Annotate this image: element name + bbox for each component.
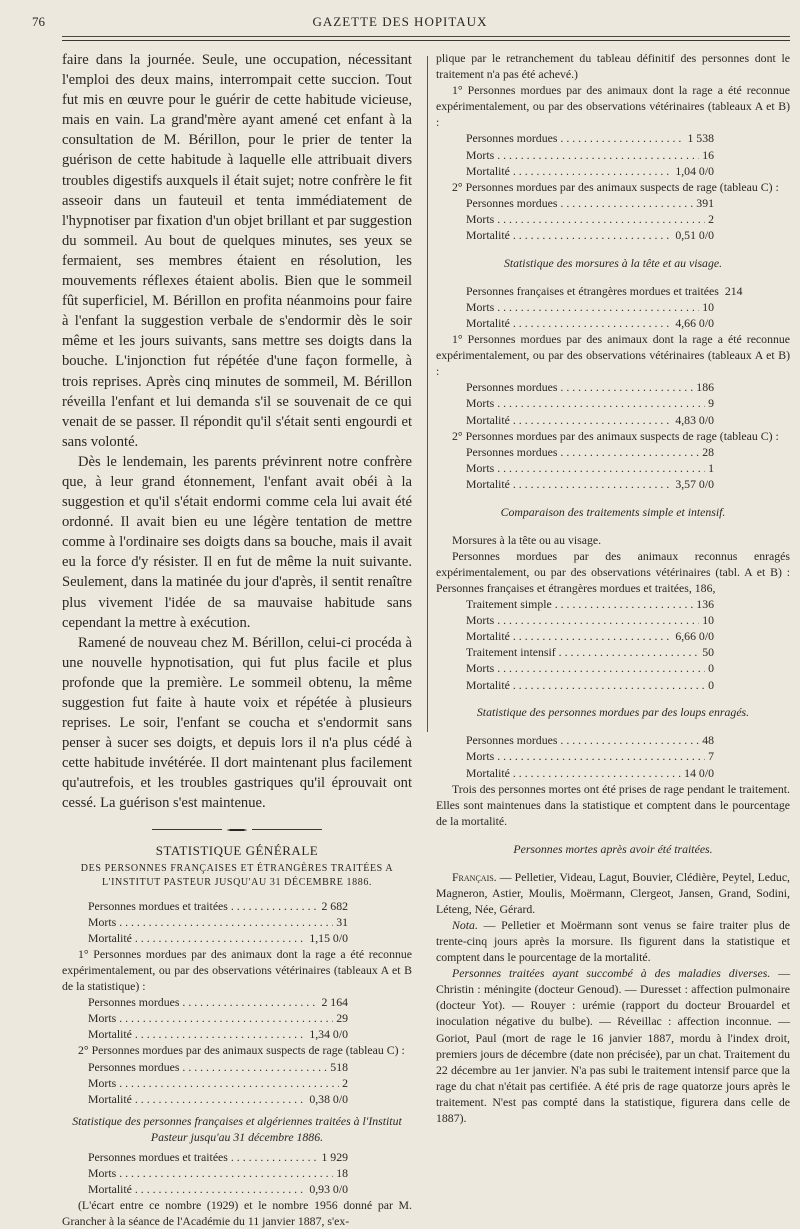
leader-dots bbox=[560, 444, 699, 460]
stat-label: Personnes mordues bbox=[466, 444, 558, 459]
statistics-title: STATISTIQUE GÉNÉRALE bbox=[155, 842, 319, 858]
stat-value: 9 bbox=[708, 396, 714, 411]
label-diverses: Personnes traitées ayant succombé à des maladies diverses. bbox=[452, 966, 771, 981]
label-francais: Français. bbox=[452, 869, 497, 884]
paragraph bbox=[436, 965, 790, 1126]
stat-value: 1,34 0/0 bbox=[309, 1027, 348, 1042]
stat-row bbox=[466, 765, 714, 781]
stat-value: 50 bbox=[702, 645, 714, 660]
leader-dots bbox=[513, 227, 672, 243]
stat-label: Morts bbox=[466, 299, 495, 314]
stat-value: 2 164 bbox=[321, 995, 348, 1010]
stat-label: Mortalité bbox=[466, 629, 510, 644]
stat-row bbox=[466, 628, 714, 644]
paragraph: Morsures à la tête ou au visage. bbox=[452, 532, 602, 547]
leader-dots bbox=[182, 1059, 327, 1075]
stat-value: 518 bbox=[330, 1059, 348, 1074]
paragraph bbox=[436, 917, 790, 965]
stat-value: 0,51 0/0 bbox=[675, 228, 714, 243]
stat-label: Morts bbox=[88, 1075, 117, 1090]
stat-value: 0,93 0/0 bbox=[309, 1182, 348, 1197]
stat-label: Personnes mordues bbox=[88, 995, 180, 1010]
stat-label: Personnes mordues bbox=[88, 1059, 180, 1074]
stat-row bbox=[466, 163, 714, 179]
paragraph: plique par le retranchement du tableau définitif des personnes dont le traitement n'a pas été achevé.) bbox=[436, 51, 790, 82]
stat-value: 29 bbox=[336, 1011, 348, 1026]
stat-value: 4,66 0/0 bbox=[675, 316, 714, 330]
stat-row bbox=[466, 660, 714, 676]
stat-table bbox=[466, 379, 714, 427]
stat-label: Personnes mordues bbox=[466, 733, 558, 748]
header-rule-double bbox=[62, 40, 790, 41]
stat-value: 10 bbox=[702, 613, 714, 628]
stat-label: Mortalité bbox=[88, 1091, 132, 1106]
stat-value: 0,38 0/0 bbox=[309, 1091, 348, 1106]
leader-dots bbox=[135, 930, 306, 946]
stat-label: Personnes mordues bbox=[466, 195, 558, 210]
leader-dots bbox=[497, 211, 705, 227]
note: 1° Personnes mordues par des animaux dont la rage a été reconnue expérimentalement, ou par des observations vétérinaires (tableaux A et B de la statistique) : bbox=[62, 946, 412, 994]
stat-table bbox=[466, 444, 714, 492]
stat-row bbox=[88, 1075, 348, 1091]
leader-dots bbox=[497, 395, 705, 411]
text-francais: — Pelletier, Videau, Lagut, Bouvier, Clédière, Peytel, Leduc, Magneron, Astier, Moulis, Moërmann, Clergeot, Jansen, Grand, Sodini, Léteng, Née, Gérard. bbox=[436, 869, 790, 916]
stat-row bbox=[466, 476, 714, 492]
stat-value: 31 bbox=[336, 914, 348, 929]
stat-value: 1 538 bbox=[687, 131, 714, 146]
stat-table bbox=[88, 994, 348, 1042]
stat-row bbox=[88, 1181, 348, 1197]
stat-row bbox=[466, 195, 714, 211]
note: 1° Personnes mordues par des animaux dont la rage a été reconnue expérimentalement, ou par des observations vétérinaires (tableaux A et B) : bbox=[436, 83, 790, 130]
stat-label: Traitement intensif bbox=[466, 645, 556, 660]
section-heading: Statistique des personnes mordues par des loups enragés. bbox=[476, 705, 750, 720]
stat-table bbox=[466, 732, 714, 780]
leader-dots bbox=[513, 765, 681, 781]
leader-dots bbox=[497, 748, 705, 764]
leader-dots bbox=[560, 379, 693, 395]
stat-row bbox=[466, 395, 714, 411]
stat-label: Morts bbox=[466, 396, 495, 411]
stat-table bbox=[466, 644, 714, 692]
note: 2° Personnes mordues par des animaux suspects de rage (tableau C) : bbox=[78, 1043, 405, 1058]
stat-value: 2 bbox=[708, 211, 714, 226]
stat-row bbox=[466, 227, 714, 243]
stat-row bbox=[466, 147, 714, 163]
leader-dots bbox=[119, 1165, 333, 1181]
note: 1° Personnes mordues par des animaux dont la rage a été reconnue expérimentalement, ou par des observations vétérinaires (tableaux A et B) : bbox=[436, 332, 790, 379]
stat-value: 136 bbox=[696, 597, 714, 612]
stat-value: 1 bbox=[708, 460, 714, 475]
stat-label: Morts bbox=[88, 1166, 117, 1181]
stat-value: 48 bbox=[702, 733, 714, 748]
stat-row bbox=[88, 914, 348, 930]
stat-row bbox=[466, 460, 714, 476]
stat-value: 1,15 0/0 bbox=[309, 930, 348, 945]
section-heading: Personnes mortes après avoir été traitées. bbox=[513, 841, 713, 856]
running-title: GAZETTE DES HOPITAUX bbox=[312, 14, 488, 29]
stat-value: 3,57 0/0 bbox=[675, 476, 714, 491]
stat-label: Personnes mordues bbox=[466, 380, 558, 395]
paragraph: Dès le lendemain, les parents prévinrent notre confrère que, à leur grand étonnement, l'enfant avait obéi à la suggestion et qu'il s'était endormi comme cela lui avait été ordonné. Il avait bien eu une légère tentation de mettre comme à l'ordinaire ses doigts dans sa bouche, mais il avait eu la force d'y résister. Il en fut de même la nuit suivante. Seulement, dans la matinée du jour d'après, il sentit renaître plus vivement l'idée de sa mauvaise habitude sans cependant la mettre à exécution. bbox=[62, 453, 412, 631]
stat-value: 186 bbox=[696, 380, 714, 395]
stat-label: Personnes françaises et étrangères mordues et traitées bbox=[466, 283, 719, 298]
stat-row bbox=[466, 211, 714, 227]
stat-row bbox=[466, 596, 714, 612]
leader-dots bbox=[513, 628, 672, 644]
stat-table bbox=[466, 283, 743, 331]
stat-value: 214 bbox=[724, 283, 743, 298]
stat-label: Mortalité bbox=[466, 163, 510, 178]
stat-label: Mortalité bbox=[466, 412, 510, 427]
stat-value: 14 0/0 bbox=[684, 765, 714, 780]
stat-row bbox=[466, 748, 714, 764]
stat-value: 0 bbox=[708, 677, 714, 692]
leader-dots bbox=[497, 660, 705, 676]
stat-label: Morts bbox=[466, 460, 495, 475]
stat-row bbox=[466, 299, 714, 315]
stat-table bbox=[466, 195, 714, 243]
leader-dots bbox=[513, 677, 705, 693]
paragraph bbox=[436, 869, 790, 917]
stat-row bbox=[466, 315, 714, 331]
leader-dots bbox=[513, 476, 672, 492]
leader-dots bbox=[497, 147, 699, 163]
stat-label: Personnes mordues bbox=[466, 131, 558, 146]
stat-row bbox=[466, 412, 714, 428]
leader-dots bbox=[231, 898, 319, 914]
stat-row bbox=[466, 644, 714, 660]
stat-label: Morts bbox=[88, 1011, 117, 1026]
stat-value: 0 bbox=[708, 661, 714, 676]
leader-dots bbox=[135, 1181, 306, 1197]
page-number: 76 bbox=[32, 14, 45, 29]
left-column bbox=[62, 50, 412, 1229]
stat-label: Traitement simple bbox=[466, 597, 552, 612]
stat-row bbox=[88, 898, 348, 914]
stat-row bbox=[88, 1026, 348, 1042]
stat-value: 16 bbox=[702, 147, 714, 162]
stat-label: Morts bbox=[88, 914, 117, 929]
leader-dots bbox=[119, 1075, 339, 1091]
stat-value: 10 bbox=[702, 299, 714, 314]
leader-dots bbox=[497, 460, 705, 476]
stat-value: 2 bbox=[342, 1075, 348, 1090]
leader-dots bbox=[513, 412, 672, 428]
stat-label: Mortalité bbox=[466, 677, 510, 692]
stat-row bbox=[466, 677, 714, 693]
stat-row bbox=[466, 283, 743, 299]
leader-dots bbox=[182, 994, 318, 1010]
leader-dots bbox=[119, 914, 333, 930]
stat-table bbox=[466, 596, 714, 644]
stat-row bbox=[88, 1091, 348, 1107]
stat-label: Morts bbox=[466, 749, 495, 764]
stat-row bbox=[466, 130, 714, 146]
section-heading: Statistique des morsures à la tête et au visage. bbox=[503, 255, 723, 270]
stat-row bbox=[466, 379, 714, 395]
stat-label: Morts bbox=[466, 661, 495, 676]
stat-table bbox=[88, 898, 348, 946]
header-rule bbox=[62, 36, 790, 37]
stat-table bbox=[466, 130, 714, 178]
stat-label: Personnes mordues et traitées bbox=[88, 1149, 228, 1164]
right-column bbox=[436, 50, 790, 1126]
leader-dots bbox=[513, 163, 672, 179]
stat-row bbox=[88, 1010, 348, 1026]
stat-value: 1,04 0/0 bbox=[675, 163, 714, 178]
section-heading: Statistique des personnes françaises et algériennes traitées à l'Institut Pasteur jusqu'au 31 décembre 1886. bbox=[72, 1113, 402, 1144]
stat-row bbox=[466, 612, 714, 628]
stat-row bbox=[88, 1165, 348, 1181]
paragraph: Personnes mordues par des animaux reconnus enragés expérimentalement, ou par des observations vétérinaires (tabl. A et B) : Personnes françaises et étrangères mordues et traitées, 186, bbox=[436, 548, 790, 595]
stat-row bbox=[88, 1059, 348, 1075]
stat-row bbox=[88, 1149, 348, 1165]
stat-label: Mortalité bbox=[88, 1027, 132, 1042]
column-divider bbox=[427, 56, 428, 732]
leader-dots bbox=[560, 195, 693, 211]
stat-label: Mortalité bbox=[88, 930, 132, 945]
leader-dots bbox=[135, 1091, 306, 1107]
label-nota: Nota. bbox=[452, 917, 478, 932]
leader-dots bbox=[497, 299, 699, 315]
note: (L'écart entre ce nombre (1929) et le nombre 1956 donné par M. Grancher à la séance de l'Académie du 11 janvier 1887, s'ex- bbox=[62, 1198, 412, 1229]
paragraph: Ramené de nouveau chez M. Bérillon, celui-ci procéda à une nouvelle hypnotisation, qui fut plus facile et plus profonde que la première. Le sommeil obtenu, la même suggestion fut faite à haute voix et répétée à plusieurs reprises. Le soir, l'enfant se coucha et s'endormit sans penser à sucer ses doigts, et depuis lors il n'a plus cédé à cette habitude invétérée. Il dort maintenant plus facilement qu'autrefois, et les troubles gastriques qu'il éprouvait ont cessé. La guérison s'est maintenue. bbox=[62, 634, 412, 812]
stat-value: 1 929 bbox=[321, 1149, 348, 1164]
leader-dots bbox=[560, 732, 699, 748]
stat-row bbox=[88, 930, 348, 946]
stat-value: 28 bbox=[702, 444, 714, 459]
leader-dots bbox=[497, 612, 699, 628]
leader-dots bbox=[513, 315, 672, 331]
stat-row bbox=[466, 444, 714, 460]
section-heading: Comparaison des traitements simple et intensif. bbox=[500, 504, 726, 519]
stat-row bbox=[88, 994, 348, 1010]
stat-value: 4,83 0/0 bbox=[675, 412, 714, 427]
paragraph: faire dans la journée. Seule, une occupation, nécessitant l'emploi des deux mains, interrompait cette succion. Tout fut mis en œuvre pour le guérir de cette habitude vicieuse, mais en vain. La grand'mère ayant amené cet enfant à la consultation de M. Bérillon, pour le prier de tenter la guérison de cette habitude à laquelle elle attribuait divers troubles digestifs auxquels il était sujet; notre confrère le fit asseoir dans un fauteuil et tenta immédiatement de l'hypnotiser par fixation d'un objet brillant et par suggestion du sommeil. Au bout de quelques minutes, ses yeux se fermaient, ses membres étaient en résolution, les mouvements réflexes étaient abolis. Bien que le sommeil fût superficiel, M. Bérillon en profita néanmoins pour faire à l'enfant la suggestion verbale de s'endormir dès le soir même et les jours suivants, sans mettre ses doigts dans la bouche. L'injonction fut répétée d'une façon formelle, à trois reprises. Après cinq minutes de sommeil, M. Bérillon réveilla l'enfant et lui demanda s'il se souvenait de ce qui venait de se passer. Il répondit qu'il s'était senti engourdi et sans volonté. bbox=[62, 52, 412, 450]
stat-label: Mortalité bbox=[88, 1182, 132, 1197]
stat-label: Morts bbox=[466, 613, 495, 628]
paragraph: Trois des personnes mortes ont été prises de rage pendant le traitement. Elles sont maintenues dans la statistique et comptent dans le pourcentage de la mortalité. bbox=[436, 781, 790, 828]
leader-dots bbox=[231, 1149, 319, 1165]
leader-dots bbox=[119, 1010, 333, 1026]
stat-value: 7 bbox=[708, 749, 714, 764]
leader-dots bbox=[135, 1026, 306, 1042]
stat-row bbox=[466, 732, 714, 748]
stat-value: 18 bbox=[336, 1166, 348, 1181]
stat-label: Personnes mordues et traitées bbox=[88, 898, 228, 913]
stat-value: 2 682 bbox=[321, 898, 348, 913]
leader-dots bbox=[555, 596, 694, 612]
stat-label: Mortalité bbox=[466, 476, 510, 491]
stat-label: Morts bbox=[466, 211, 495, 226]
note: 2° Personnes mordues par des animaux suspects de rage (tableau C) : bbox=[452, 428, 779, 443]
leader-dots bbox=[559, 644, 700, 660]
stat-table bbox=[88, 1149, 348, 1197]
stat-value: 6,66 0/0 bbox=[675, 629, 714, 644]
text-nota: — Pelletier et Moërmann sont venus se faire traiter plus de trente-cinq jours après la morsure. Ils figurent dans la statistique et comptent dans le pourcentage de la mortalité. bbox=[436, 917, 790, 965]
stat-table bbox=[88, 1059, 348, 1107]
leader-dots bbox=[560, 130, 684, 146]
note: 2° Personnes mordues par des animaux suspects de rage (tableau C) : bbox=[452, 179, 779, 194]
stat-label: Morts bbox=[466, 147, 495, 162]
stat-value: 391 bbox=[696, 195, 714, 210]
section-divider bbox=[62, 828, 412, 832]
stat-label: Mortalité bbox=[466, 316, 510, 330]
text-diverses: — Christin : méningite (docteur Genoud). — Duresset : affection pulmonaire (docteur Yot). — Rouyer : urémie (rapport du docteur Brouardel et inoculation négative du bulbe). — Réveillac : affection inconnue. — Goriot, Paul (mort de rage le 16 janvier 1887, mordu à l'index droit, premiers jours de décembre (date non précisée), par un chat. Traitement du 22 décembre au 1er janvier. N'a pas subi le traitement intensif parce que la rage du chat n'était pas certifiée. A été pris de rage quatorze jours après le traitement. N'est pas compté dans la statistique, figurera dans celle de 1887). bbox=[436, 966, 790, 1125]
statistics-caption: DES PERSONNES FRANÇAISES ET ÉTRANGÈRES TRAITÉES A L'INSTITUT PASTEUR JUSQU'AU 31 DÉCEMBRE 1886. bbox=[80, 862, 394, 888]
stat-label: Mortalité bbox=[466, 765, 510, 780]
stat-label: Mortalité bbox=[466, 228, 510, 243]
